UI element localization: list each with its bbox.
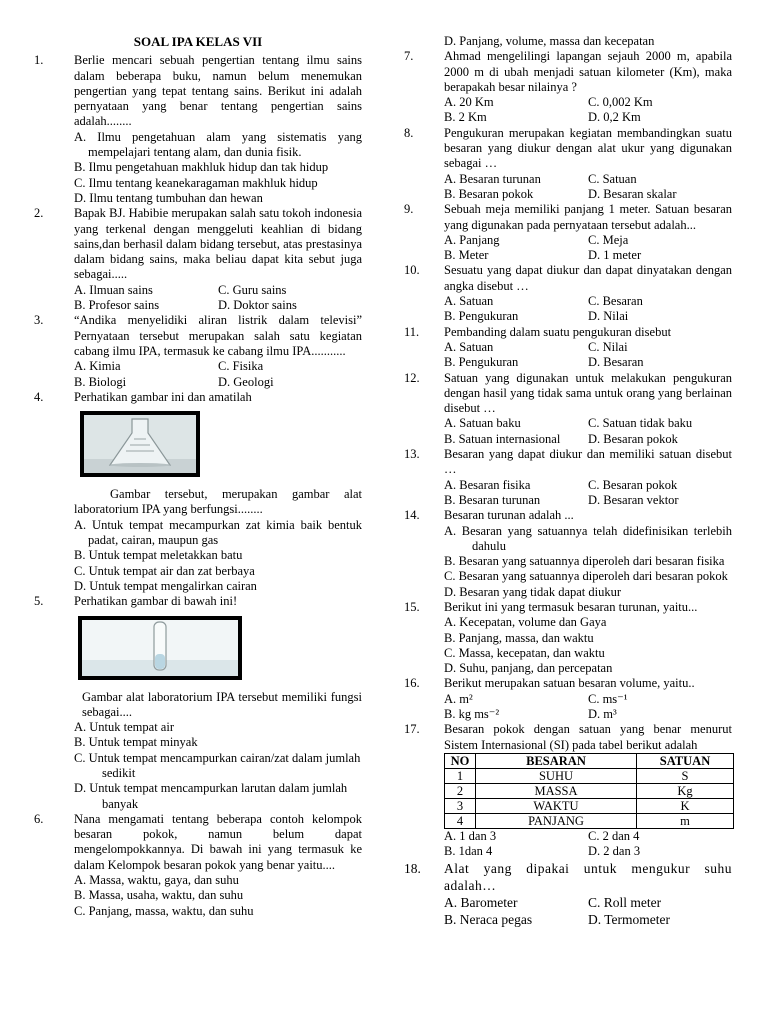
option-c: C. Satuan: [588, 171, 637, 186]
table-cell: K: [637, 798, 734, 813]
question-1: [34, 53, 362, 129]
question-text: Bapak BJ. Habibie merupakan salah satu tokoh indonesia yang terkenal dengan menggeluti keahlian di bidang sains,dan berhasil dalam bidang tersebut, atas prestasinya dalam bidang sains, maka beliau dapat kita sebut juga sebagai.....: [74, 206, 362, 282]
question-text: Pembanding dalam suatu pengukuran disebut: [444, 324, 672, 339]
table-cell: MASSA: [476, 783, 637, 798]
option-d: D. m³: [588, 707, 617, 722]
left-column: [34, 34, 362, 919]
question-number: 6.: [34, 811, 44, 826]
options-row-1: [444, 172, 732, 187]
option-c: C. Fisika: [218, 359, 264, 374]
option-c: C. 2 dan 4: [588, 828, 640, 843]
option-d: D. Besaran pokok: [588, 431, 678, 446]
options-row-2: [444, 844, 732, 859]
options-row-2: [444, 355, 732, 370]
question-number: 11.: [404, 324, 420, 339]
option-a: A. Ilmuan sains: [74, 282, 153, 297]
option-c: C. Besaran yang satuannya diperoleh dari besaran pokok: [444, 569, 728, 584]
option-b: B. kg ms⁻²: [444, 707, 500, 722]
question-text: Berikut ini yang termasuk besaran turunan, yaitu...: [444, 599, 698, 614]
options-row-1: [444, 416, 732, 431]
option-a: A. 1 dan 3: [444, 828, 497, 843]
option-a: A. Kimia: [74, 359, 121, 374]
question-text: Alat yang dipakai untuk mengukur suhu adalah…: [444, 860, 732, 893]
option-c: C. Untuk tempat air dan zat berbaya: [74, 563, 255, 578]
options-row-1: [444, 95, 732, 110]
option-a: A. Barometer: [444, 894, 518, 910]
question-5: [34, 594, 362, 720]
question-12: [404, 371, 732, 447]
option-c: C. Meja: [588, 232, 629, 247]
question-number: 14.: [404, 508, 420, 523]
options-row-1: [444, 233, 732, 248]
table-header-satuan: SATUAN: [637, 753, 734, 768]
option-c: C. ms⁻¹: [588, 691, 628, 706]
table-cell: PANJANG: [476, 813, 637, 828]
option-d: D. Nilai: [588, 309, 629, 324]
table-cell: S: [637, 768, 734, 783]
question-9: [404, 202, 732, 263]
option-a: A. m²: [444, 691, 473, 706]
question-number: 5.: [34, 594, 44, 609]
option-d: D. Untuk tempat mencampurkan larutan dalam jumlah banyak: [74, 781, 348, 811]
question-text: Pengukuran merupakan kegiatan membandingkan suatu besaran yang diukur dengan alat ukur yang digunakan sebagai …: [444, 125, 732, 171]
option-b: B. Biologi: [74, 374, 127, 389]
option-a: A. Satuan baku: [444, 416, 521, 431]
options-row-1: [74, 359, 362, 374]
table-row: [445, 813, 734, 828]
option-b: B. 2 Km: [444, 110, 487, 125]
question-number: 3.: [34, 313, 44, 328]
options-row-2: [444, 911, 732, 928]
table-cell: 3: [445, 798, 476, 813]
option-a: A. Besaran turunan: [444, 171, 541, 186]
question-14: [404, 508, 732, 600]
option-b: B. Panjang, massa, dan waktu: [444, 630, 594, 645]
table-cell: 1: [445, 768, 476, 783]
options-row-1: [444, 894, 732, 911]
options-row-2: [74, 375, 362, 390]
option-d: D. Besaran: [588, 355, 644, 370]
table-cell: 2: [445, 783, 476, 798]
option-d: D. Geologi: [218, 374, 274, 389]
question-13: [404, 447, 732, 508]
option-b: B. Besaran turunan: [444, 492, 541, 507]
option-c: C. Besaran pokok: [588, 477, 678, 492]
option-a: A. Massa, waktu, gaya, dan suhu: [74, 873, 239, 888]
question-6-continued: [404, 34, 732, 49]
option-a: A. Satuan: [444, 339, 494, 354]
question-text: Besaran pokok dengan satuan yang benar menurut Sistem Internasional (SI) pada tabel berikut adalah: [444, 722, 732, 752]
table-cell: Kg: [637, 783, 734, 798]
question-15: [404, 600, 732, 676]
table-cell: m: [637, 813, 734, 828]
option-a: A. Untuk tempat air: [74, 720, 174, 735]
option-a: A. 20 Km: [444, 95, 494, 110]
table-row: [445, 783, 734, 798]
question-11: [404, 325, 732, 371]
option-d: D. Suhu, panjang, dan percepatan: [444, 661, 613, 676]
options-row-1: [74, 283, 362, 298]
options-row-1: [444, 294, 732, 309]
question-6: [34, 812, 362, 919]
question-17: [404, 722, 732, 753]
options-row-2: [444, 187, 732, 202]
option-d: D. Untuk tempat mengalirkan cairan: [74, 578, 257, 593]
question-5-options: [34, 720, 362, 812]
question-number: 1.: [34, 53, 44, 68]
option-c: C. Satuan tidak baku: [588, 416, 693, 431]
option-d: D. 1 meter: [588, 248, 642, 263]
option-c: C. Ilmu tentang keanekaragaman makhluk hidup: [74, 175, 318, 190]
options-row-2: [74, 298, 362, 313]
question-number: 15.: [404, 599, 420, 614]
option-a: A. Besaran yang satuannya telah didefinisikan terlebih dahulu: [444, 523, 732, 553]
question-number: 7.: [404, 49, 414, 64]
test-tube-icon: [82, 620, 238, 676]
options-row-1: [444, 829, 732, 844]
question-8: [404, 126, 732, 202]
options-row-2: [444, 110, 732, 125]
options-row-2: [444, 309, 732, 324]
question-text: “Andika menyelidiki aliran listrik dalam televisi” Pernyataan tersebut merupakan salah satu kegiatan cabang ilmu IPA, termasuk ke cabang ilmu IPA...........: [74, 313, 362, 358]
option-a: A. Panjang: [444, 232, 500, 247]
option-b: B. Untuk tempat meletakkan batu: [74, 548, 243, 563]
option-c: C. Untuk tempat mencampurkan cairan/zat dalam jumlah sedikit: [74, 750, 361, 780]
option-d: D. Besaran yang tidak dapat diukur: [444, 584, 622, 599]
question-text: Nana mengamati tentang beberapa contoh kelompok besaran pokok, namun belum dapat mengelompokkannya. Di bawah ini yang termasuk ke dalam Kelompok besaran pokok yang benar yaitu....: [74, 811, 362, 872]
option-d: D. 2 dan 3: [588, 844, 641, 859]
question-text: Berlie mencari sebuah pengertian tentang ilmu sains dalam beberapa buku, namun belum menemukan pengertian yang tepat tentang sains. Berikut ini adalah pernyataan yang benar tentang pengertian sains adalah........: [74, 53, 362, 129]
question-text: Perhatikan gambar ini dan amatilah: [74, 389, 252, 404]
question-16: [404, 676, 732, 722]
image-caption: Gambar tersebut, merupakan gambar alat laboratorium IPA yang berfungsi........: [74, 487, 362, 517]
option-d: D. Termometer: [588, 911, 671, 927]
option-d: D. Besaran vektor: [588, 492, 679, 507]
question-3: [34, 313, 362, 389]
right-column: [404, 34, 732, 928]
options-row-2: [444, 707, 732, 722]
option-d: D. Panjang, volume, massa dan kecepatan: [444, 34, 655, 48]
option-c: C. Nilai: [588, 339, 628, 354]
question-text: Ahmad mengelilingi lapangan sejauh 2000 m, apabila 2000 m di ubah menjadi satuan kilometer (Km), maka berapakah besar nilainya ?: [444, 49, 732, 94]
question-number: 13.: [404, 447, 420, 462]
page-title: SOAL IPA KELAS VII: [133, 34, 263, 49]
question-text: Sesuatu yang dapat diukur dan dapat dinyatakan dengan angka disebut …: [444, 263, 732, 293]
test-tube-image: [78, 616, 242, 680]
erlenmeyer-flask-icon: [84, 415, 196, 473]
option-c: C. 0,002 Km: [588, 95, 653, 110]
options-row-2: [444, 493, 732, 508]
option-c: C. Guru sains: [218, 282, 287, 297]
option-a: A. Ilmu pengetahuan alam yang sistematis yang mempelajari tentang alam, dan dunia fisik.: [74, 129, 362, 160]
option-d: D. Ilmu tentang tumbuhan dan hewan: [74, 190, 263, 205]
option-b: B. Profesor sains: [74, 298, 160, 313]
question-number: 10.: [404, 263, 420, 278]
option-a: A. Kecepatan, volume dan Gaya: [444, 615, 607, 630]
option-b: B. Besaran pokok: [444, 186, 534, 201]
question-10: [404, 263, 732, 324]
option-b: B. Meter: [444, 248, 489, 263]
image-caption: Gambar alat laboratorium IPA tersebut memiliki fungsi sebagai....: [82, 689, 362, 719]
option-b: B. Pengukuran: [444, 309, 519, 324]
question-7: [404, 49, 732, 125]
option-c: C. Massa, kecepatan, dan waktu: [444, 645, 605, 660]
option-a: A. Besaran fisika: [444, 477, 531, 492]
question-18: [404, 860, 732, 928]
options-row-2: [444, 432, 732, 447]
options-row-1: [444, 478, 732, 493]
option-b: B. Neraca pegas: [444, 911, 533, 927]
table-header-row: [445, 753, 734, 768]
option-b: B. Pengukuran: [444, 355, 519, 370]
question-text: Besaran yang dapat diukur dan memiliki satuan disebut …: [444, 447, 732, 477]
question-text: Besaran turunan adalah ...: [444, 508, 574, 523]
option-c: C. Panjang, massa, waktu, dan suhu: [74, 903, 254, 918]
question-2: [34, 206, 362, 313]
option-b: B. 1dan 4: [444, 844, 493, 859]
option-d: D. Besaran skalar: [588, 186, 677, 201]
flask-image: [80, 411, 200, 477]
question-number: 4.: [34, 389, 44, 404]
table-cell: SUHU: [476, 768, 637, 783]
options-row-2: [444, 248, 732, 263]
option-b: B. Besaran yang satuannya diperoleh dari besaran fisika: [444, 554, 725, 569]
option-d: D. Doktor sains: [218, 298, 297, 313]
question-text: Sebuah meja memiliki panjang 1 meter. Satuan besaran yang digunakan pada pernyataan tersebut adalah...: [444, 202, 732, 232]
table-row: [445, 768, 734, 783]
option-b: B. Untuk tempat minyak: [74, 735, 198, 750]
question-number: 17.: [404, 722, 420, 737]
question-text: Berikut merupakan satuan besaran volume, yaitu..: [444, 676, 695, 691]
option-a: A. Untuk tempat mecampurkan zat kimia baik bentuk padat, cairan, maupun gas: [74, 517, 362, 548]
option-c: C. Roll meter: [588, 894, 662, 910]
option-b: B. Ilmu pengetahuan makhluk hidup dan tak hidup: [74, 160, 329, 175]
table-cell: WAKTU: [476, 798, 637, 813]
si-units-table: [444, 753, 734, 829]
table-header-no: NO: [445, 753, 476, 768]
table-cell: 4: [445, 813, 476, 828]
option-b: B. Satuan internasional: [444, 431, 561, 446]
option-a: A. Satuan: [444, 294, 494, 309]
options-row-1: [444, 340, 732, 355]
question-4: [34, 390, 362, 594]
table-row: [445, 798, 734, 813]
question-number: 2.: [34, 206, 44, 221]
question-text: Satuan yang digunakan untuk melakukan pengukuran dengan hasil yang tidak sama untuk orang yang berlainan disebut …: [444, 370, 732, 416]
option-d: D. 0,2 Km: [588, 110, 641, 125]
question-number: 9.: [404, 202, 414, 217]
question-number: 8.: [404, 125, 414, 140]
question-1-options: [34, 130, 362, 206]
question-text: Perhatikan gambar di bawah ini!: [74, 594, 238, 609]
question-number: 18.: [404, 860, 421, 876]
question-number: 16.: [404, 676, 420, 691]
table-header-besaran: BESARAN: [476, 753, 637, 768]
options-row-1: [444, 692, 732, 707]
question-17-options: [404, 829, 732, 860]
question-number: 12.: [404, 370, 420, 385]
option-c: C. Besaran: [588, 294, 643, 309]
option-b: B. Massa, usaha, waktu, dan suhu: [74, 888, 244, 903]
